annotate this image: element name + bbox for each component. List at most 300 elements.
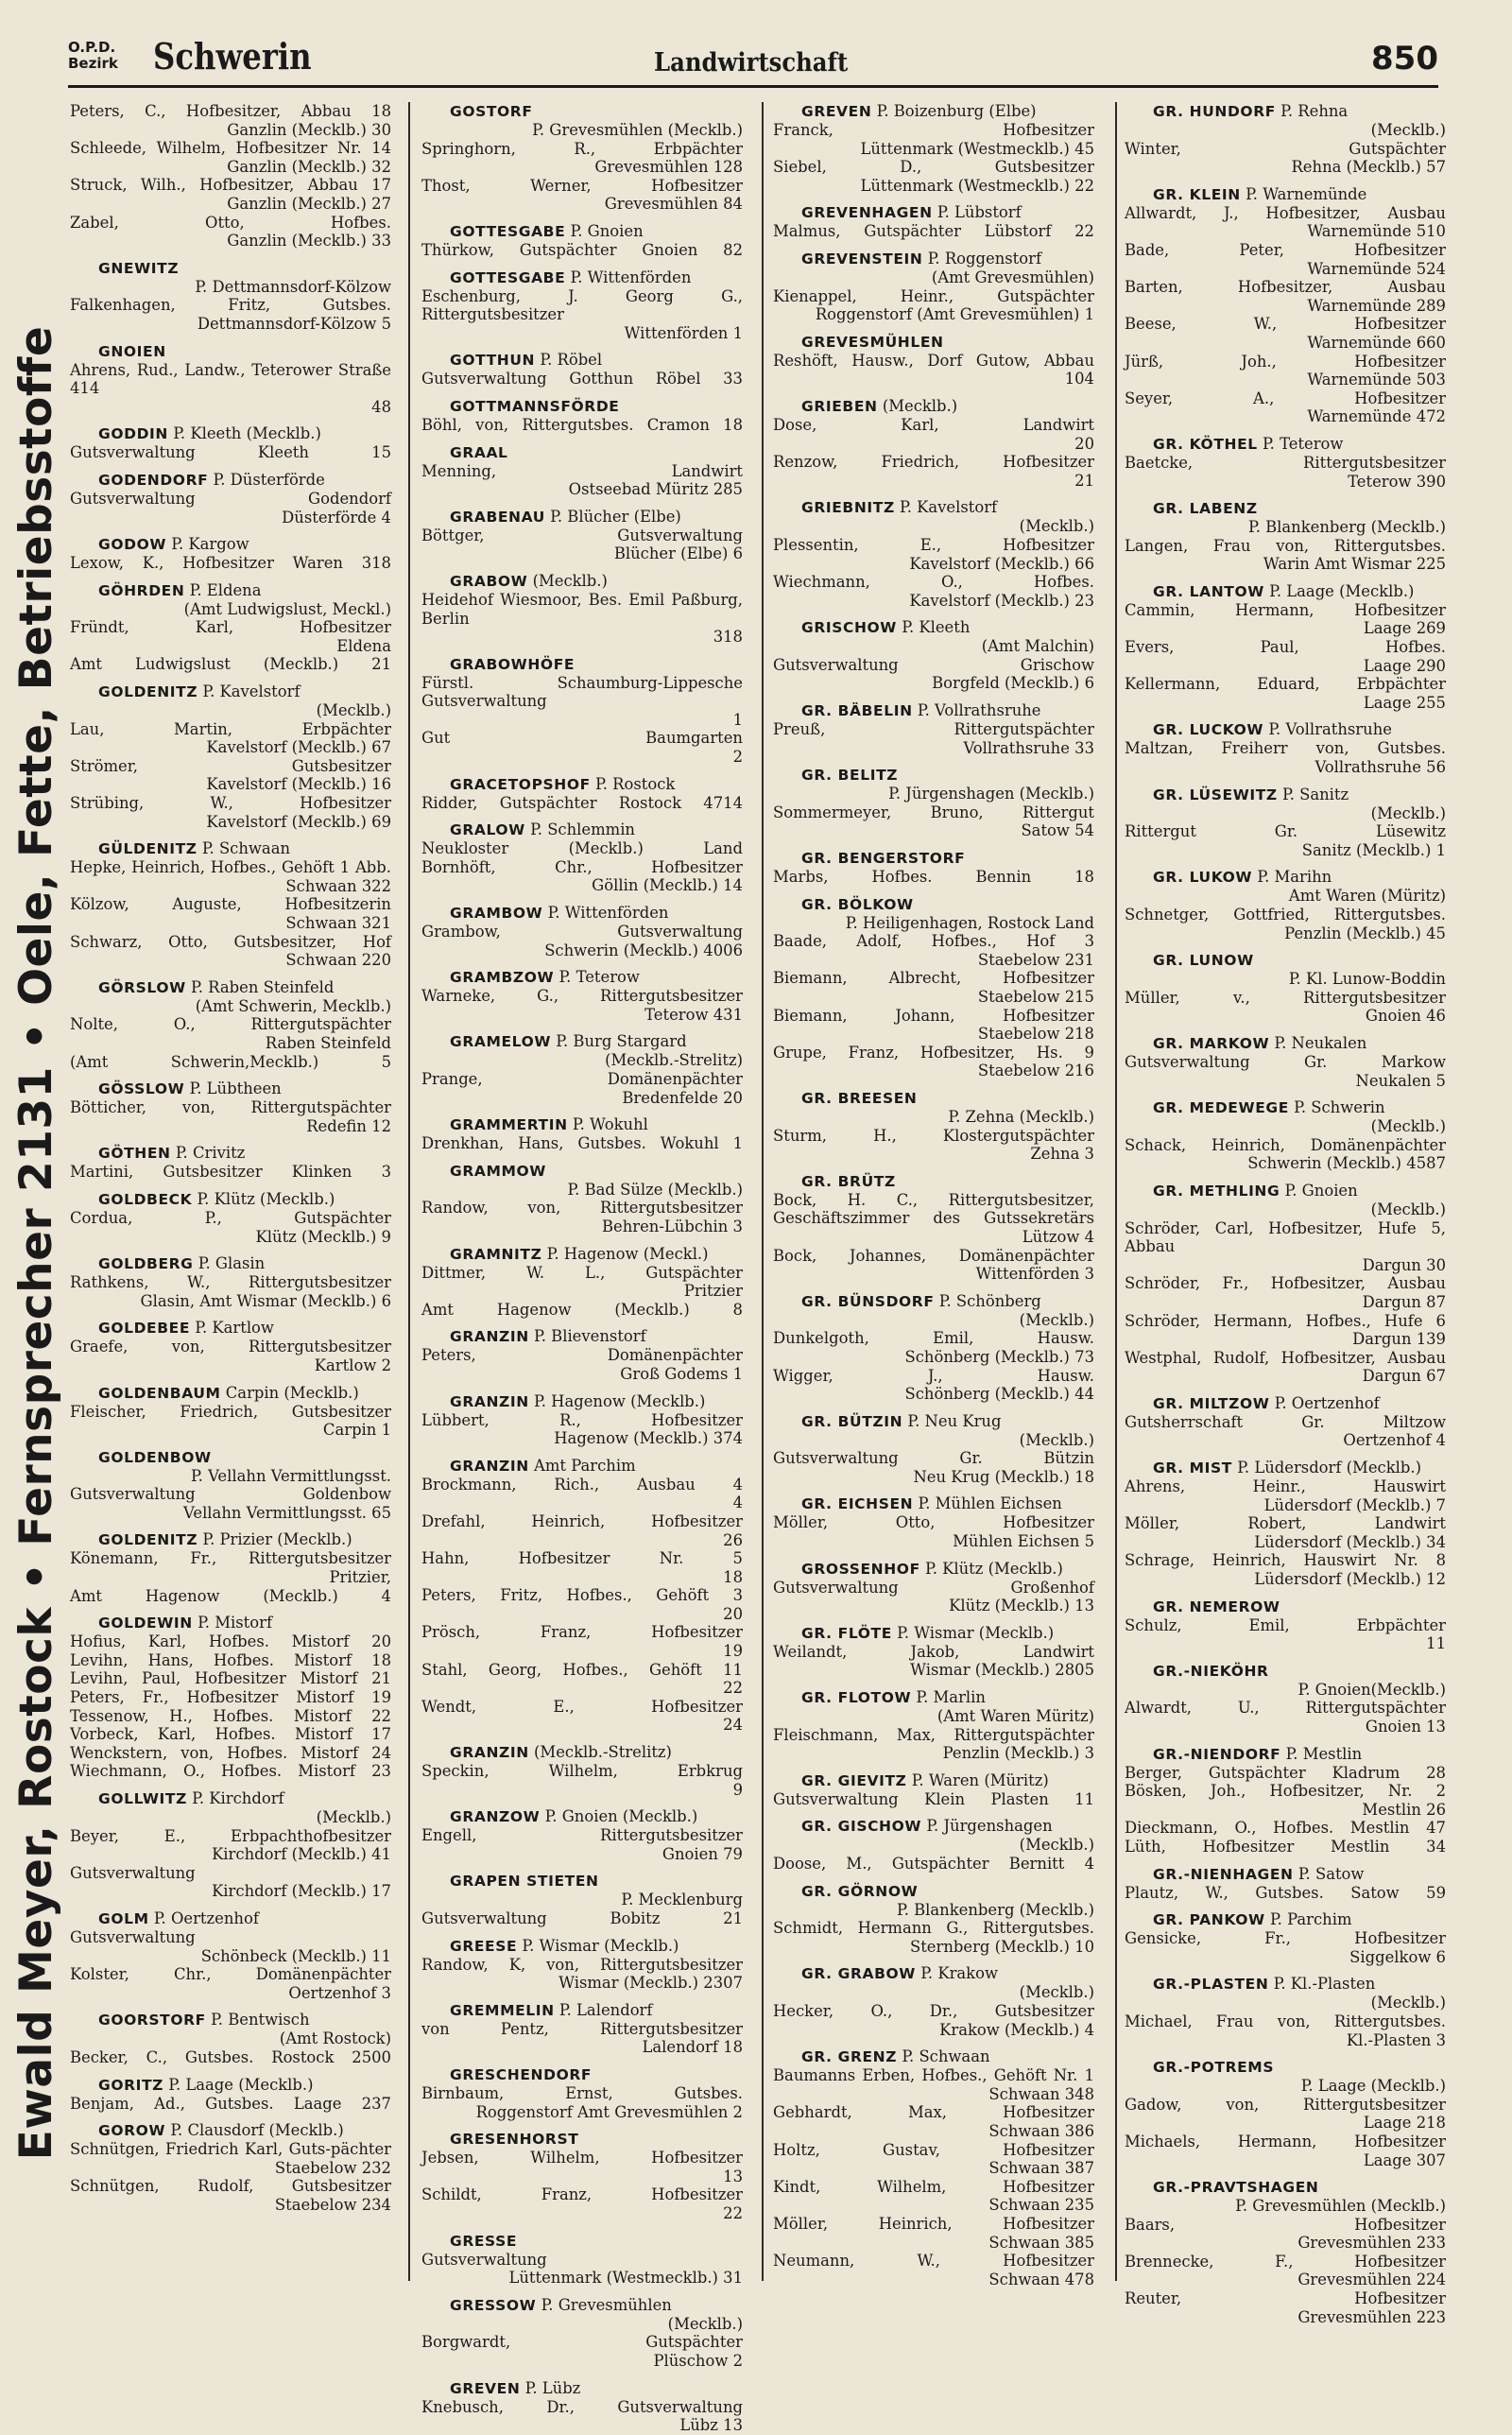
entry-location: 104 [1064,370,1094,389]
place-name: GREVESMÜHLEN [801,333,944,351]
entry-location: Staebelow 216 [977,1062,1094,1080]
place-name: GOLDENITZ [98,1531,198,1549]
place-heading [421,1032,743,1051]
place-name: GÖSSLOW [98,1080,185,1098]
entry-location: Lüttenmark (Westmecklb.) 31 [508,2269,743,2288]
entry-name: Schulz, Emil, Erbpächter [1125,1615,1446,1634]
entry-location: Raben Steinfeld [265,1033,391,1052]
entry-name: Vorbeck, Karl, Hofbes. Mistorf 17 [70,1725,391,1744]
place-name: GRAMMERTIN [450,1116,568,1134]
entry-name: Westphal, Rudolf, Hofbesitzer, Ausbau [1125,1348,1446,1367]
entry-name: Schröder, Hermann, Hofbes., Hufe 6 [1125,1311,1446,1330]
entry-name: Randow, von, Rittergutsbesitzer [421,1199,743,1218]
place-note: P. Vellahn Vermittlungsst. [190,1466,391,1485]
directory-entry [70,1338,391,1374]
place-post-office: P. Laage (Mecklb.) [1269,581,1415,600]
place-note: (Mecklb.) [1370,1117,1446,1136]
place-block [70,1384,391,1440]
entry-location: Lützow 4 [1022,1227,1094,1246]
place-note: (Mecklb.) [316,701,391,720]
place-heading [70,1909,391,1928]
place-heading [70,535,391,554]
directory-entry [421,1134,743,1153]
place-block [421,2130,743,2222]
place-post-office: P. Parchim [1269,1910,1352,1929]
entry-name: Marbs, Hofbes. Bennin 18 [773,868,1094,887]
directory-entry [773,803,1094,840]
directory-entry [1125,537,1446,574]
directory-entry [421,987,743,1024]
entry-location: Lüdersdorf (Mecklb.) 34 [1254,1532,1446,1551]
entry-name: Gutsverwaltung Godendorf [70,489,391,508]
place-name: GR. LANTOW [1153,582,1264,600]
place-block [1125,1459,1446,1589]
place-heading [421,2379,743,2398]
entry-location: Ganzlin (Mecklb.) 27 [227,194,391,213]
entry-location: Krakow (Mecklb.) 4 [939,2020,1094,2039]
place-post-office: Carpin (Mecklb.) [225,1383,359,1402]
entry-name: Michael, Frau von, Rittergutsbes. [1125,2012,1446,2030]
place-heading [421,268,743,287]
place-heading [1125,435,1446,454]
directory-entry [1125,278,1446,315]
directory-entry [1125,1053,1446,1090]
entry-location: 1 [732,710,743,729]
place-post-office: P. Neukalen [1274,1033,1367,1052]
directory-entry [1125,1477,1446,1514]
place-block [1125,2058,1446,2169]
place-name: GRANZIN [450,1744,529,1762]
place-post-office: P. Gnoien [1284,1181,1358,1200]
directory-entry [70,1587,391,1606]
place-block [70,1448,391,1523]
directory-entry [70,1485,391,1522]
place-note: Amt Waren (Müritz) [1288,887,1446,906]
entry-name: Schrage, Heinrich, Hauswirt Nr. 8 [1125,1551,1446,1570]
place-heading [773,1817,1094,1836]
bezirk-title: Schwerin [153,35,312,78]
entry-location: Ostseebad Müritz 285 [568,480,743,499]
entry-location: Laage 307 [1363,2150,1446,2169]
entry-location: Vollrathsruhe 33 [963,738,1094,757]
place-heading [70,978,391,997]
entry-location: Satow 54 [1021,821,1094,840]
place-block [421,1807,743,1863]
place-heading [70,424,391,443]
place-heading [70,1190,391,1209]
directory-entry [773,416,1094,453]
place-name: GR. LUKOW [1153,869,1253,887]
entry-location: Schwerin (Mecklb.) 4587 [1247,1154,1446,1173]
place-name: GOORSTORF [98,2012,206,2029]
place-block [1125,1910,1446,1966]
place-name: GOLDEWIN [98,1615,193,1632]
place-block [773,895,1094,1080]
entry-location: Ganzlin (Mecklb.) 30 [227,120,391,139]
entry-name: Cordua, P., Gutspächter [70,1208,391,1227]
place-post-office: P. Lüdersdorf (Mecklb.) [1237,1459,1421,1477]
place-post-office: P. Crivitz [175,1144,246,1163]
place-name: GR. FLÖTE [801,1624,892,1642]
place-post-office: P. Klütz (Mecklb.) [924,1559,1063,1578]
place-name: GOLDEBEE [98,1320,191,1338]
directory-entry [773,1643,1094,1680]
place-heading [421,2232,743,2251]
directory-entry [773,1790,1094,1809]
entry-name: Menning, Landwirt [421,461,743,480]
directory-entry [421,1264,743,1301]
entry-location: Lalendorf 18 [642,2038,743,2057]
place-name: GR. BÜTZIN [801,1412,903,1430]
entry-location: Warnemünde 510 [1307,222,1446,241]
place-post-office: P. Satow [1297,1864,1365,1883]
directory-entry [1125,2012,1446,2049]
place-name: GR. GRABOW [801,1965,916,1983]
place-heading [421,443,743,462]
entry-name: Bornhöft, Chr., Hofbesitzer [421,857,743,876]
place-heading [1125,499,1446,518]
place-name: GR. KLEIN [1153,185,1241,203]
place-note: P. Zehna (Mecklb.) [948,1107,1094,1126]
directory-entry [421,1586,743,1623]
place-heading [421,1245,743,1264]
place-block [1125,951,1446,1026]
place-block [70,342,391,417]
directory-entry [70,618,391,655]
entry-name: Knebusch, Dr., Gutsverwaltung [421,2397,743,2416]
directory-entry [1125,1764,1446,1783]
directory-entry [773,969,1094,1006]
entry-location: Dargun 67 [1362,1367,1446,1386]
directory-entry [421,1549,743,1586]
place-block [70,581,391,674]
directory-entry [1125,1929,1446,1966]
entry-name: Borgwardt, Gutspächter [421,2333,743,2352]
place-post-office: P. Hagenow (Mecklb.) [534,1391,706,1410]
place-post-office: P. Röbel [540,351,603,370]
entry-location: Lübz 13 [679,2416,743,2435]
entry-location: Dargun 30 [1362,1255,1446,1274]
place-block [421,351,743,389]
place-heading [421,1457,743,1476]
place-heading [773,1412,1094,1431]
place-post-office: P. Lalendorf [558,2000,653,2019]
place-heading [1125,1910,1446,1929]
directory-entry [1125,1274,1446,1311]
place-heading [421,775,743,794]
place-note: (Amt Ludwigslust, Meckl.) [183,599,391,618]
directory-entry [421,591,743,647]
place-post-office: P. Oertzenhof [153,1908,259,1927]
place-name: GODOW [98,536,167,554]
place-post-office: Amt Parchim [534,1456,636,1475]
place-name: GRESSE [450,2232,518,2250]
place-name: GRALOW [450,821,525,839]
place-name: GR. GIEVITZ [801,1771,907,1789]
place-heading [1125,1662,1446,1681]
directory-entry [70,1744,391,1763]
entry-name: Wiechmann, O., Hofbes. Mistorf 23 [70,1762,391,1781]
place-post-office: P. Clausdorf (Mecklb.) [170,2121,344,2140]
place-heading [70,342,391,361]
entry-name: Schnütgen, Friedrich Karl, Guts-pächter [70,2140,391,2159]
entry-location: Düsterförde 4 [282,508,391,527]
directory-entry [421,794,743,813]
place-heading [421,655,743,674]
entry-location: 20 [1074,434,1094,453]
entry-name: Kindt, Wilhelm, Hofbesitzer [773,2177,1094,2196]
place-heading [773,895,1094,914]
entry-name: Neumann, W., Hofbesitzer [773,2252,1094,2271]
place-name: GR. BRÜTZ [801,1172,896,1190]
entry-location: Gnoien 13 [1365,1718,1446,1736]
directory-entry [1125,2096,1446,2133]
place-post-office: P. Kavelstorf [900,498,998,517]
place-heading [1125,2178,1446,2197]
place-block [773,1624,1094,1680]
place-block [773,2047,1094,2288]
page-header [68,36,1438,88]
entry-name: Becker, C., Gutsbes. Rostock 2500 [70,2047,391,2066]
place-heading [421,820,743,839]
entry-name: Peters, C., Hofbesitzer, Abbau 18 [70,102,391,120]
directory-entry [1125,2289,1446,2326]
entry-name: Gutsverwaltung [421,2250,547,2269]
place-heading [70,1319,391,1338]
entry-location: Schwaan 321 [285,914,391,932]
place-heading [421,2130,743,2149]
place-block [1125,102,1446,177]
place-block [70,2076,391,2114]
directory-entry [421,1762,743,1799]
entry-location: Bredenfelde 20 [622,1088,743,1107]
entry-name: Gutsverwaltung Gotthun Röbel 33 [421,370,743,389]
entry-location: Glasin, Amt Wismar (Mecklb.) 6 [140,1291,391,1310]
entry-name: Grupe, Franz, Hofbesitzer, Hs. 9 [773,1043,1094,1062]
entry-name: Barten, Hofbesitzer, Ausbau [1125,278,1446,297]
place-heading [773,2047,1094,2066]
place-name: GR.-PRAVTSHAGEN [1153,2179,1319,2197]
place-block [70,839,391,970]
directory-entry [773,2066,1094,2103]
place-name: GR. MARKOW [1153,1034,1270,1052]
place-note: P. Grevesmühlen (Mecklb.) [532,121,743,139]
place-heading [1125,185,1446,204]
place-heading [1125,1745,1446,1764]
directory-entry [421,1070,743,1107]
entry-location: Gnoien 79 [662,1844,743,1863]
entry-location: Schwaan 386 [988,2121,1094,2140]
place-name: GRESCHENDORF [450,2065,593,2083]
entry-name: Dieckmann, O., Hofbes. Mestlin 47 [1125,1819,1446,1838]
place-block [773,102,1094,195]
place-block [773,1771,1094,1809]
place-block [70,102,391,250]
directory-entry [773,287,1094,324]
entry-location: Schwaan 387 [988,2159,1094,2178]
place-block [70,1789,391,1901]
place-post-office: P. Prizier (Mecklb.) [202,1530,352,1549]
directory-entry [70,102,391,139]
place-heading [70,259,391,278]
entry-location: Borgfeld (Mecklb.) 6 [932,674,1094,693]
place-block [773,618,1094,693]
place-heading [773,1771,1094,1790]
place-block [1125,786,1446,860]
directory-entry [70,2177,391,2214]
place-name: GOTTESGABE [450,268,566,286]
directory-entry [773,2215,1094,2252]
entry-name: Fründt, Karl, Hofbesitzer [70,618,391,637]
place-block [1125,1394,1446,1450]
entry-name: Bade, Peter, Hofbesitzer [1125,240,1446,259]
place-name: GODENDORF [98,471,209,489]
directory-entry [70,1273,391,1310]
entry-name: Heidehof Wiesmoor, Bes. Emil Paßburg, Berlin [421,590,743,628]
place-note: (Amt Rostock) [279,2029,391,2048]
place-note: (Mecklb.) [667,2314,743,2333]
entry-name: Prange, Domänenpächter [421,1070,743,1088]
place-block [421,268,743,343]
entry-location: Redefin 12 [306,1116,391,1135]
directory-entry [70,296,391,333]
directory-entry [421,1826,743,1863]
place-heading [70,2011,391,2029]
entry-location: Sanitz (Mecklb.) 1 [1301,840,1446,859]
place-name: GR. BELITZ [801,767,899,785]
place-heading [773,1964,1094,1983]
entry-name: Dunkelgoth, Emil, Hausw. [773,1329,1094,1348]
place-heading [421,1327,743,1346]
entry-name: Thürkow, Gutspächter Gnoien 82 [421,240,743,259]
place-post-office: P. Wokuhl [572,1115,648,1134]
place-heading [1125,1394,1446,1413]
place-name: GR. BENGERSTORF [801,850,966,868]
place-note: (Amt Grevesmühlen) [931,268,1094,286]
entry-name: Doose, M., Gutspächter Bernitt 4 [773,1855,1094,1873]
place-heading [70,1448,391,1467]
entry-name: Schnetger, Gottfried, Rittergutsbes. [1125,906,1446,924]
place-block [421,1457,743,1735]
directory-entry [1125,1312,1446,1349]
directory-entry [70,2140,391,2177]
entry-location: 9 [732,1780,743,1799]
entry-location: Kirchdorf (Mecklb.) 17 [212,1882,391,1901]
place-block [421,1162,743,1236]
place-post-office: P. Laage (Mecklb.) [168,2075,314,2094]
directory-entry [421,1476,743,1512]
entry-name: Gutsverwaltung [70,1863,196,1882]
directory-entry [1125,241,1446,278]
place-post-office: P. Krakow [920,1964,999,1983]
place-name: GRAMBZOW [450,969,555,987]
entry-name: Gutsverwaltung Gr. Markow [1125,1052,1446,1071]
entry-location: Vollrathsruhe 56 [1314,758,1446,777]
place-block [773,1172,1094,1284]
entry-location: Kavelstorf (Mecklb.) 23 [909,591,1094,610]
directory-entry [1125,601,1446,638]
directory-entry [773,1247,1094,1284]
directory-entry [421,1909,743,1928]
place-name: GREVENHAGEN [801,204,933,222]
place-heading [773,1494,1094,1513]
entry-location: Dargun 87 [1362,1292,1446,1311]
place-name: GR.-NIEKÖHR [1153,1662,1269,1680]
entry-name: Müller, v., Rittergutsbesitzer [1125,988,1446,1007]
place-heading [421,1743,743,1762]
entry-name: Schnütgen, Rudolf, Gutsbesitzer [70,2177,391,2196]
entry-name: Reshöft, Hausw., Dorf Gutow, Abbau [773,351,1094,370]
entry-name: Fürstl. Schaumburg-Lippesche Gutsverwaltung [421,673,743,711]
place-post-office: P. Vollrathsruhe [1268,720,1392,739]
entry-name: Evers, Paul, Hofbes. [1125,638,1446,657]
place-post-office: P. Mühlen Eichsen [918,1494,1062,1513]
entry-location: Staebelow 218 [977,1025,1094,1044]
entry-name: Möller, Heinrich, Hofbesitzer [773,2214,1094,2233]
place-name: GOSTORF [450,103,533,120]
place-note: P. Blankenberg (Mecklb.) [1248,518,1446,537]
entry-name: Biemann, Johann, Hofbesitzer [773,1006,1094,1025]
entry-name: Peters, Fr., Hofbesitzer Mistorf 19 [70,1688,391,1707]
place-heading [421,904,743,923]
entry-location: 2 [732,748,743,767]
place-block [421,820,743,895]
entry-name: Drenkhan, Hans, Gutsbes. Wokuhl 1 [421,1134,743,1153]
entry-name: Peters, Domänenpächter [421,1346,743,1365]
place-heading [773,498,1094,517]
place-heading [70,682,391,701]
entry-name: von Pentz, Rittergutsbesitzer [421,2019,743,2038]
place-name: GR. EICHSEN [801,1495,914,1513]
entry-name: Fleischer, Friedrich, Gutsbesitzer [70,1402,391,1421]
place-block [70,471,391,527]
directory-entry [773,1726,1094,1763]
place-note: P. Jürgenshagen (Mecklb.) [888,785,1094,803]
directory-entry [70,1632,391,1651]
entry-location: Warin Amt Wismar 225 [1263,555,1446,574]
place-block [421,222,743,260]
directory-entry [1125,1349,1446,1386]
place-name: GR. LÜSEWITZ [1153,786,1278,803]
place-name: GR. BÄBELIN [801,702,913,720]
section-title: Landwirtschaft [654,48,849,78]
entry-name: Speckin, Wilhelm, Erbkrug [421,1762,743,1781]
entry-name: (Amt Schwerin,Mecklb.) 5 [70,1052,391,1071]
entry-location: Roggenstorf Amt Grevesmühlen 2 [475,2102,743,2121]
place-block [1125,1975,1446,2049]
place-heading [1125,1865,1446,1884]
place-name: GORITZ [98,2076,164,2094]
entry-name: Gutsverwaltung Großenhof [773,1578,1094,1597]
entry-name: Drefahl, Heinrich, Hofbesitzer [421,1511,743,1530]
entry-location: Klütz (Mecklb.) 13 [949,1597,1094,1615]
entry-location: Kl.-Plasten 3 [1346,2030,1446,2049]
entry-name: Bock, Johannes, Domänenpächter [773,1246,1094,1265]
directory-entry [1125,140,1446,177]
place-post-office: P. Bentwisch [211,2011,310,2029]
directory-entry [70,1928,391,1965]
place-post-office: P. Waren (Müritz) [911,1770,1049,1789]
column-divider [1115,102,1117,2281]
entry-location: Warnemünde 660 [1307,333,1446,352]
column-divider [762,102,764,2281]
entry-location: Wittenförden 3 [975,1265,1094,1284]
directory-entry [1125,638,1446,675]
directory-entry [421,1661,743,1698]
place-post-office: P. Oertzenhof [1274,1393,1380,1412]
directory-entry [421,241,743,260]
entry-location: Schwaan 348 [988,2084,1094,2103]
